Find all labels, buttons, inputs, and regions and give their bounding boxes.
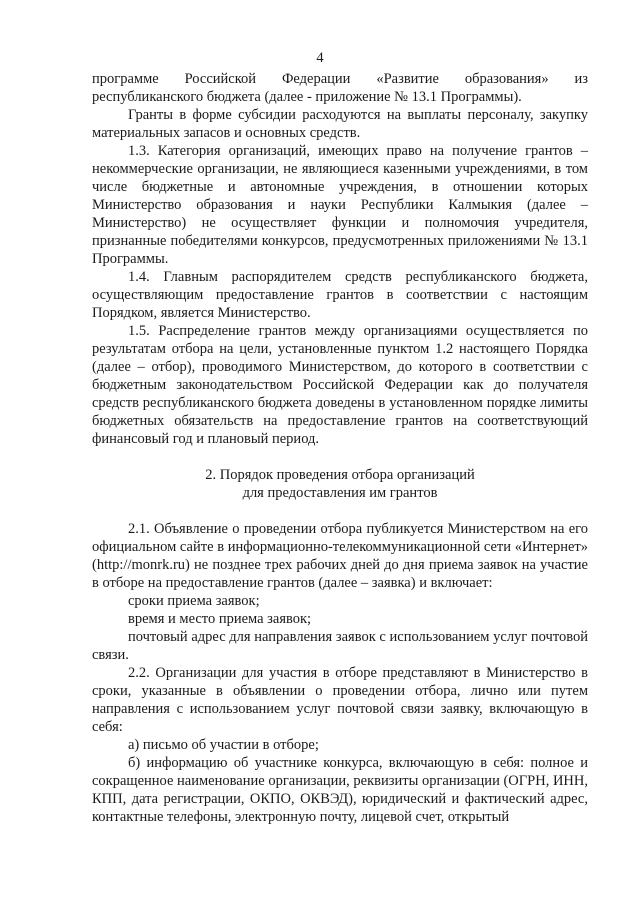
section-heading-line1: 2. Порядок проведения отбора организаций [205, 467, 475, 483]
list-item-postal-address: почтовый адрес для направления заявок с использованием услуг почтовой связи. [92, 629, 588, 663]
page-number: 4 [316, 50, 324, 66]
list-item-b: б) информацию об участнике конкурса, включающую в себя: полное и сокращенное наименование организации, реквизиты организации (ОГРН, ИНН, КПП, дата регистрации, ОКПО, ОКВЭД), юридический и фактический адрес, контактные телефоны, электронную почту, лицевой счет, открытый [92, 755, 588, 825]
paragraph-2-1: 2.1. Объявление о проведении отбора публикуется Министерством на его официальном сайте в информационно-телекоммуникационной сети «Интернет» (http://monrk.ru) не позднее трех рабочих дней до дня приема заявок на участие в отборе на предоставление грантов (далее – заявка) и включает: [92, 521, 588, 591]
list-item-deadlines: сроки приема заявок; [128, 593, 260, 609]
list-item-a: а) письмо об участии в отборе; [128, 737, 319, 753]
list-item-time-place: время и место приема заявок; [128, 611, 312, 627]
section-heading [92, 466, 588, 502]
document-body [92, 70, 588, 826]
paragraph-grants-usage: Гранты в форме субсидии расходуются на выплаты персоналу, закупку материальных запасов и основных средств. [92, 107, 588, 141]
paragraph-2-2: 2.2. Организации для участия в отборе представляют в Министерство в сроки, указанные в объявлении о проведении отбора, лично или путем направления с использованием услуг почтовой связи заявку, включающую в себя: [92, 665, 588, 735]
paragraph-1-5: 1.5. Распределение грантов между организациями осуществляется по результатам отбора на цели, установленные пунктом 1.2 настоящего Порядка (далее – отбор), проводимого Министерством, до которого в соответствии с бюджетным законодательством Российской Федерации как до получателя средств республиканского бюджета доведены в установленном порядке лимиты бюджетных обязательств на предоставление грантов на соответствующий финансовый год и плановый период. [92, 323, 588, 447]
paragraph-1-3: 1.3. Категория организаций, имеющих право на получение грантов – некоммерческие организации, не являющиеся казенными учреждениями, в том числе бюджетные и автономные учреждения, в отношении которых Министерство образования и науки Республики Калмыкия (далее – Министерство) не осуществляет функции и полномочия учредителя, признанные победителями конкурсов, предусмотренных приложениями № 13.1 Программы. [92, 143, 588, 267]
paragraph-1-4: 1.4. Главным распорядителем средств республиканского бюджета, осуществляющим предоставление грантов в соответствии с настоящим Порядком, является Министерство. [92, 269, 588, 321]
section-heading-line2: для предоставления им грантов [242, 485, 438, 501]
paragraph-continuation: программе Российской Федерации «Развитие образования» из республиканского бюджета (далее - приложение № 13.1 Программы). [92, 71, 588, 105]
